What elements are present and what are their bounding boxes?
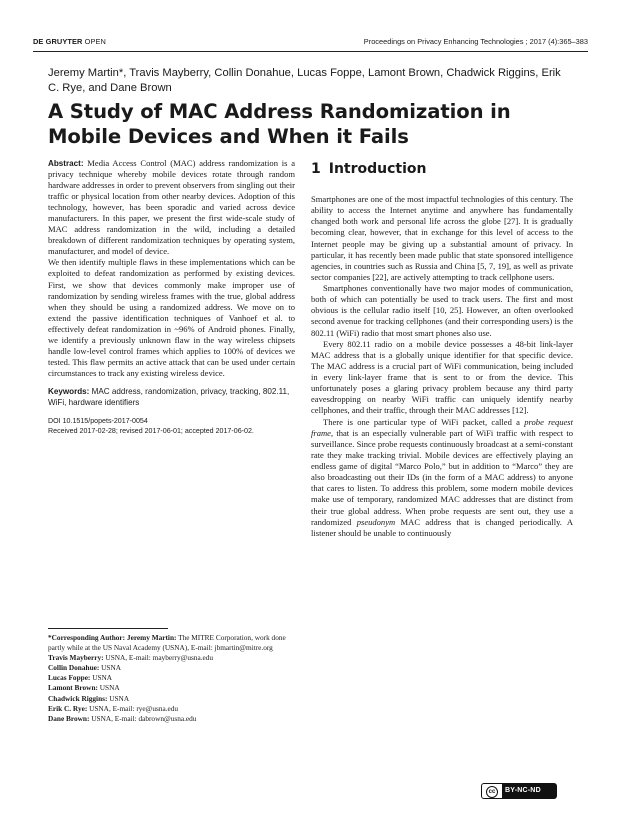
footnote-affiliation: The MITRE Corporation, work done partly while at the US Naval Academy (USNA), E-mail: jbmartin@mitre.org (48, 633, 286, 653)
author-list: Jeremy Martin*, Travis Mayberry, Collin Donahue, Lucas Foppe, Lamont Brown, Chadwick Riggins, Erik C. Rye, and Dane Brown (48, 67, 561, 94)
abstract-paragraph-1 (48, 158, 295, 257)
intro-text: , that is an especially vulnerable part of WiFi traffic with respect to surveillance. Since probe requests continuously broadcast at a semi-constant rate they make tracking trivial. Mobile devices are effectively playing an endless game of digital “Marco Polo,” but in addition to “Marco” they are also broadcasting out their IDs (in the form of a MAC address) to anyone that cares to listen. To address this problem, some modern mobile devices make use of temporary, randomized MAC addresses that are distinct from their true global address. When probe requests are sent out, they use a randomized (311, 427, 573, 527)
footnote-author: Lucas Foppe: (48, 673, 91, 683)
left-column (48, 158, 295, 436)
introduction-body (311, 194, 573, 539)
running-header (33, 37, 588, 51)
footnote-item (48, 704, 298, 714)
abstract (48, 158, 295, 379)
intro-emphasis: probe request frame (311, 416, 573, 438)
received-dates: Received 2017-02-28; revised 2017-06-01; accepted 2017-06-02. (48, 426, 254, 435)
keywords (48, 386, 295, 408)
publisher-label (33, 37, 106, 46)
keywords-label: Keywords: (48, 386, 90, 396)
cc-logo-text: cc (486, 786, 498, 798)
footnote-item (48, 673, 298, 683)
footnote-author: Erik C. Rye: (48, 703, 88, 713)
footnote-rule (48, 628, 168, 629)
footnote-affiliation: USNA (97, 683, 120, 693)
footnote-affiliation: USNA, E-mail: dabrown@usna.edu (89, 713, 197, 723)
section-heading (311, 160, 573, 178)
intro-paragraph-1: Smartphones are one of the most impactful technologies of this century. The ability to access the Internet anytime and anywhere has fundamentally changed both work and personal life across the globe [27]. It is gradually becoming clear, however, that in exchange for this level of access to the Internet people may be giving up a substantial amount of privacy. In particular, it has recently been made public that state sponsored intelligence agencies, in countries such as Russia and China [5, 7, 19], as well as private sector companies [22], are actively attempting to track cellphone users. (311, 194, 573, 282)
license-label: BY-NC-ND (505, 786, 541, 794)
footnote-item (48, 633, 298, 653)
intro-emphasis: pseudonym (356, 516, 396, 527)
author-footnotes (48, 633, 298, 724)
footnote-affiliation: USNA, E-mail: rye@usna.edu (87, 703, 179, 713)
footnote-item (48, 653, 298, 663)
footnote-author: Lamont Brown: (48, 683, 98, 693)
creative-commons-icon (482, 784, 502, 798)
right-column (311, 160, 573, 539)
section-title: Introduction (328, 161, 427, 177)
intro-text: MAC address that is changed periodically. A listener should be unable to continuously (311, 516, 573, 538)
footnote-affiliation: USNA (90, 673, 113, 683)
publisher-name: DE GRUYTER (33, 37, 83, 46)
footnote-author: Dane Brown: (48, 713, 90, 723)
abstract-paragraph-2: We then identify multiple flaws in these implementations which can be exploited to defeat randomization as performed by existing devices. First, we show that devices commonly make improper use of randomization by sending wireless frames with the true, global address when they should be using a randomized address. We move on to extend the passive identification techniques of Vanhoef et al. to effectively defeat randomization in ~96% of Android phones. Finally, we identify a previously unknown flaw in the way wireless chipsets handle low-level control frames which applies to 100% of devices we tested. This flaw permits an active attack that can be used under certain circumstances to track any existing wireless device. (48, 257, 295, 378)
header-rule (33, 51, 588, 52)
footnote-affiliation: USNA (107, 693, 130, 703)
publisher-suffix: OPEN (82, 37, 106, 46)
abstract-text-1: Media Access Control (MAC) address randomization is a privacy technique whereby mobile devices rotate through random hardware addresses in order to prevent observers from singling out their traffic or physical location from other nearby devices. Adoption of this technology, however, has been sporadic and varied across device manufacturers. In this paper, we present the first wide-scale study of MAC address randomization in the wild, including a detailed breakdown of different randomization techniques by operating system, manufacturer, and model of device. (48, 158, 295, 257)
journal-citation: Proceedings on Privacy Enhancing Technologies ; 2017 (4):365–383 (363, 37, 588, 46)
footnote-author: Collin Donahue: (48, 663, 100, 673)
footnote-affiliation: USNA, E-mail: mayberry@usna.edu (103, 653, 214, 663)
footnote-author: Travis Mayberry: (48, 653, 104, 663)
intro-text: There is one particular type of WiFi packet, called a (323, 416, 525, 427)
footnote-author: *Corresponding Author: Jeremy Martin: (48, 633, 177, 642)
footnote-affiliation: USNA (99, 663, 121, 673)
doi-block (48, 416, 295, 436)
footnote-author: Chadwick Riggins: (48, 693, 108, 703)
cc-license-badge[interactable] (481, 783, 557, 799)
intro-paragraph-4 (311, 417, 573, 539)
intro-paragraph-3: Every 802.11 radio on a mobile device possesses a 48-bit link-layer MAC address that is a globally unique identifier for that specific device. The MAC address is a crucial part of WiFi communication, being included in every link-layer frame that is sent to or from the device. This unfortunately poses a glaring privacy problem because any third party eavesdropping on nearby WiFi traffic can uniquely identify nearby cellphones, and their traffic, through their MAC addresses [12]. (311, 338, 573, 416)
footnote-item (48, 714, 298, 724)
abstract-label: Abstract: (48, 159, 84, 168)
footnote-item (48, 683, 298, 693)
footnote-item (48, 663, 298, 673)
intro-paragraph-2: Smartphones conventionally have two major modes of communication, both of which can potentially be used to track users. The first and most obvious is the cellular radio itself [10, 25]. However, an often overlooked second avenue for tracking cellphones (and their corresponding users) is the 802.11 (WiFi) radio that most smart phones also use. (311, 283, 573, 338)
section-number: 1 (311, 161, 321, 177)
footnote-item (48, 694, 298, 704)
doi: DOI 10.1515/popets-2017-0054 (48, 416, 148, 425)
keywords-text: MAC address, randomization, privacy, tracking, 802.11, WiFi, hardware identifiers (48, 386, 290, 407)
paper-title: A Study of MAC Address Randomization in Mobile Devices and When it Fails (48, 100, 511, 148)
